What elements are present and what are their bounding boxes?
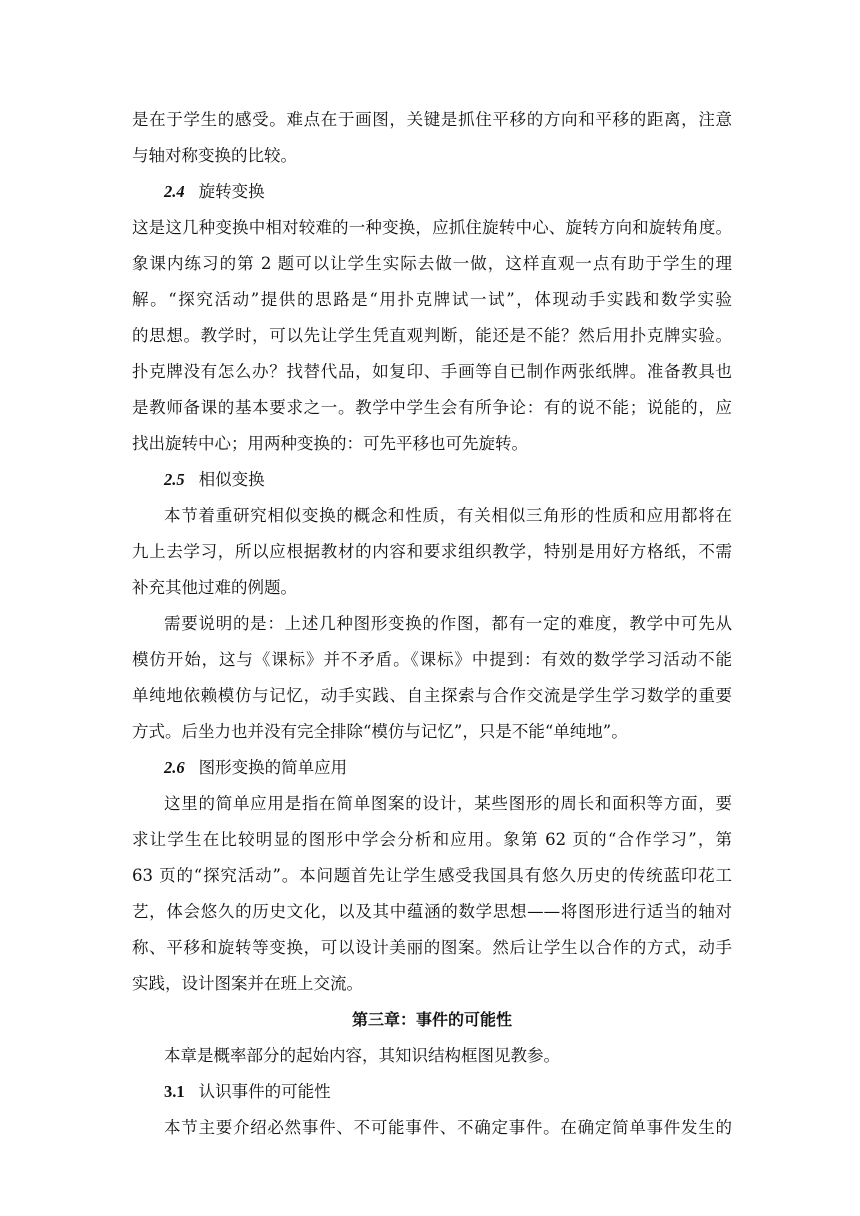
paragraph-line: 求让学生在比较明显的图形中学会分析和应用。象第 62 页的“合作学习”，第	[132, 830, 732, 849]
paragraph-line: 本节主要介绍必然事件、不可能事件、不确定事件。在确定简单事件发生的	[164, 1118, 732, 1137]
paragraph-line: 的思想。教学时，可以先让学生凭直观判断，能还是不能？然后用扑克牌实验。	[132, 326, 732, 345]
chapter-title: 第三章：事件的可能性	[351, 1010, 512, 1029]
paragraph-line: 称、平移和旋转等变换，可以设计美丽的图案。然后让学生以合作的方式，动手	[132, 938, 732, 957]
paragraph-line: 本章是概率部分的起始内容，其知识结构框图见教参。	[164, 1046, 560, 1065]
section-heading-3-1	[164, 1082, 331, 1102]
paragraph-line: 单纯地依赖模仿与记忆，动手实践、自主探索与合作交流是学生学习数学的重要	[132, 686, 732, 705]
section-heading-2-4	[164, 182, 265, 202]
paragraph-line: 九上去学习，所以应根据教材的内容和要求组织教学，特别是用好方格纸，不需	[132, 542, 732, 561]
paragraph-line: 是教师备课的基本要求之一。教学中学生会有所争论：有的说不能；说能的，应	[132, 398, 732, 417]
section-heading-2-5	[164, 470, 265, 490]
section-title: 认识事件的可能性	[198, 1082, 331, 1101]
paragraph-line: 解。“探究活动”提供的思路是“用扑克牌试一试”，体现动手实践和数学实验	[132, 290, 732, 309]
paragraph-line: 实践，设计图案并在班上交流。	[132, 974, 363, 993]
section-number: 2.5	[164, 470, 185, 489]
paragraph-line: 方式。后坐力也并没有完全排除“模仿与记忆”，只是不能“单纯地”。	[132, 722, 628, 741]
section-number: 2.6	[164, 758, 185, 777]
section-title: 图形变换的简单应用	[198, 758, 348, 777]
section-number: 3.1	[164, 1082, 185, 1101]
paragraph-line: 扑克牌没有怎么办？找替代品，如复印、手画等自已制作两张纸牌。准备教具也	[132, 362, 732, 381]
paragraph-line: 这是这几种变换中相对较难的一种变换，应抓住旋转中心、旋转方向和旋转角度。	[132, 218, 732, 237]
paragraph-line: 需要说明的是：上述几种图形变换的作图，都有一定的难度，教学中可先从	[164, 614, 732, 633]
paragraph-line: 与轴对称变换的比较。	[132, 146, 297, 165]
paragraph-line: 这里的简单应用是指在简单图案的设计，某些图形的周长和面积等方面，要	[164, 794, 732, 813]
section-heading-2-6	[164, 758, 347, 778]
section-title: 旋转变换	[198, 182, 265, 201]
paragraph-line: 找出旋转中心；用两种变换的：可先平移也可先旋转。	[132, 434, 528, 453]
section-number: 2.4	[164, 182, 185, 201]
paragraph-line: 是在于学生的感受。难点在于画图，关键是抓住平移的方向和平移的距离，注意	[132, 110, 732, 129]
paragraph-line: 象课内练习的第 2 题可以让学生实际去做一做，这样直观一点有助于学生的理	[132, 254, 732, 273]
paragraph-line: 艺，体会悠久的历史文化，以及其中蕴涵的数学思想——将图形进行适当的轴对	[132, 902, 732, 921]
section-title: 相似变换	[198, 470, 265, 489]
paragraph-line: 63 页的“探究活动”。本问题首先让学生感受我国具有悠久历史的传统蓝印花工	[132, 866, 732, 885]
paragraph-line: 补充其他过难的例题。	[132, 578, 297, 597]
paragraph-line: 模仿开始，这与《课标》并不矛盾。《课标》中提到：有效的数学学习活动不能	[132, 650, 732, 669]
paragraph-line: 本节着重研究相似变换的概念和性质，有关相似三角形的性质和应用都将在	[164, 506, 732, 525]
